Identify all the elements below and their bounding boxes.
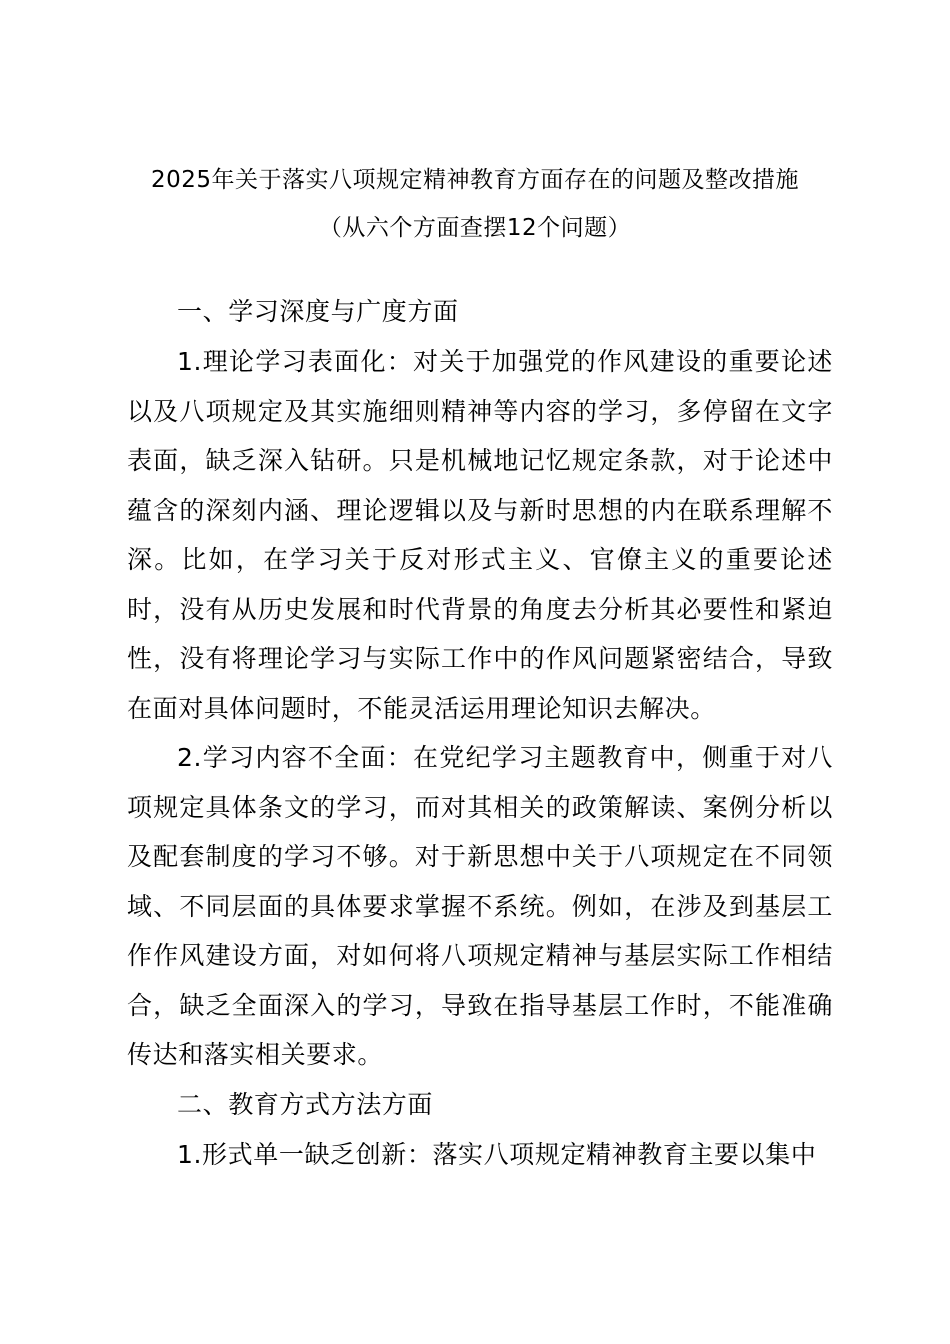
- paragraph: 1.形式单一缺乏创新：落实八项规定精神教育主要以集中: [177, 1139, 817, 1169]
- paragraph: 2.学习内容不全面：在党纪学习主题教育中，侧重于对八项规定具体条文的学习，而对其相关的政策解读、案例分析以及配套制度的学习不够。对于新思想中关于八项规定在不同领域、不同层面的具体要求掌握不系统。例如，在涉及到基层工作作风建设方面，对如何将八项规定精神与基层实际工作相结合，缺乏全面深入的学习，导致在指导基层工作时，不能准确传达和落实相关要求。: [127, 743, 833, 1069]
- section-heading: 一、学习深度与广度方面: [177, 297, 459, 326]
- section-heading: 二、教育方式方法方面: [177, 1089, 434, 1119]
- paragraph: 1.理论学习表面化：对关于加强党的作风建设的重要论述以及八项规定及其实施细则精神等内容的学习，多停留在文字表面，缺乏深入钻研。只是机械地记忆规定条款，对于论述中蕴含的深刻内涵、理论逻辑以及与新时思想的内在联系理解不深。比如，在学习关于反对形式主义、官僚主义的重要论述时，没有从历史发展和时代背景的角度去分析其必要性和紧迫性，没有将理论学习与实际工作中的作风问题紧密结合，导致在面对具体问题时，不能灵活运用理论知识去解决。: [127, 347, 833, 723]
- document-title: 2025年关于落实八项规定精神教育方面存在的问题及整改措施: [150, 167, 800, 193]
- document-body: [127, 287, 833, 1179]
- document-subtitle: （从六个方面查摆12个问题）: [318, 215, 632, 241]
